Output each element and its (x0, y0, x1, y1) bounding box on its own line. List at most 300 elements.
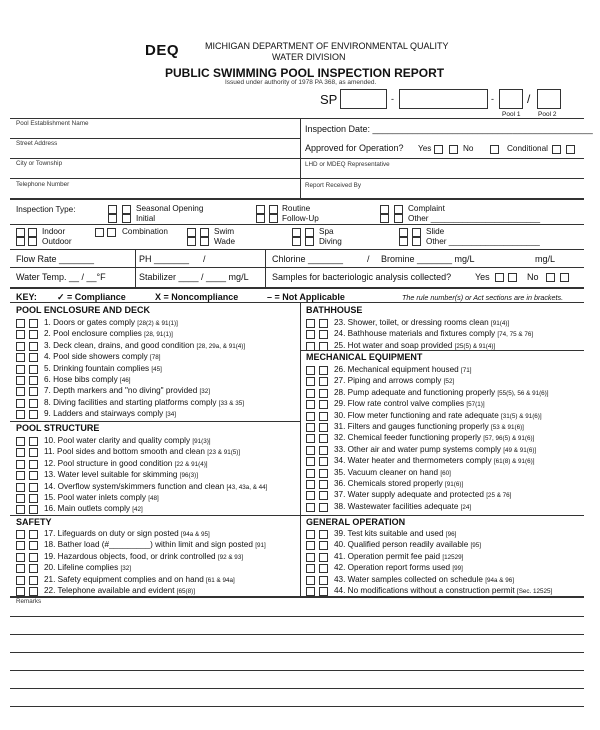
initial-checkbox-1[interactable] (108, 214, 117, 223)
mechanical-item-label (334, 388, 549, 397)
general-item-checkbox-pool1[interactable] (306, 530, 315, 539)
item-text: 24. Bathhouse materials and fixtures comply (334, 329, 498, 339)
deck-item-checkbox-pool1[interactable] (16, 319, 25, 328)
bromine-field[interactable]: Bromine _______ mg/L (381, 254, 475, 264)
mechanical-item-checkbox-pool1[interactable] (306, 400, 315, 409)
remarks-line[interactable] (10, 616, 584, 617)
mechanical-item-label (334, 433, 534, 442)
deck-item-label (44, 341, 245, 350)
mechanical-item-checkbox-pool2[interactable] (319, 423, 328, 432)
seasonal-checkbox-1[interactable] (108, 205, 117, 214)
item-rule-reference: [12529] (442, 553, 464, 561)
stabilizer-field[interactable]: Stabilizer ____ / ____ mg/L (139, 272, 249, 282)
samples-yes-checkbox-2[interactable] (508, 273, 517, 282)
safety-item-label (44, 552, 243, 561)
item-rule-reference: [60] (440, 469, 451, 477)
item-rule-reference: [45] (151, 365, 162, 373)
spa-checkbox-2[interactable] (305, 228, 314, 237)
structure-item-checkbox-pool2[interactable] (29, 483, 38, 492)
column-divider (300, 302, 301, 596)
general-item-checkbox-pool2[interactable] (319, 587, 328, 596)
samples-yes-checkbox-1[interactable] (495, 273, 504, 282)
deck-item-checkbox-pool1[interactable] (16, 387, 25, 396)
approved-label: Approved for Operation? (305, 143, 404, 153)
structure-item-label (44, 482, 267, 491)
structure-item-checkbox-pool1[interactable] (16, 505, 25, 514)
spa-checkbox-1[interactable] (292, 228, 301, 237)
item-text: 7. Depth markers and "no diving" provided (44, 386, 200, 396)
item-rule-reference: [Sec. 12525] (516, 588, 553, 595)
item-rule-reference: [91(4)] (491, 320, 510, 327)
bathhouse-item-checkbox-pool1[interactable] (306, 342, 315, 351)
general-item-checkbox-pool2[interactable] (319, 576, 328, 585)
safety-item-checkbox-pool1[interactable] (16, 541, 25, 550)
section-title-structure: POOL STRUCTURE (16, 423, 100, 433)
deck-item-checkbox-pool2[interactable] (29, 376, 38, 385)
remarks-line[interactable] (10, 670, 584, 671)
item-text: 13. Water level suitable for skimming (44, 470, 180, 480)
mechanical-item-checkbox-pool2[interactable] (319, 366, 328, 375)
general-item-label (334, 563, 463, 572)
item-text: 4. Pool side showers comply (44, 352, 151, 362)
item-text: 14. Overflow system/skimmers function and clean (44, 481, 227, 491)
mechanical-item-checkbox-pool2[interactable] (319, 434, 328, 443)
safety-item-checkbox-pool1[interactable] (16, 587, 25, 596)
mechanical-item-checkbox-pool2[interactable] (319, 412, 328, 421)
section-title-general: GENERAL OPERATION (306, 517, 406, 527)
item-rule-reference: [23 & 91(5)] (207, 449, 241, 457)
item-rule-reference: [94a & 95] (181, 531, 210, 538)
general-item-checkbox-pool2[interactable] (319, 530, 328, 539)
mechanical-item-checkbox-pool1[interactable] (306, 480, 315, 489)
item-rule-reference: [74, 75 & 76] (497, 331, 534, 339)
mechanical-item-checkbox-pool2[interactable] (319, 503, 328, 512)
item-text: 27. Piping and arrows comply (334, 376, 444, 386)
swim-checkbox-2[interactable] (200, 228, 209, 237)
safety-item-checkbox-pool1[interactable] (16, 564, 25, 573)
mechanical-item-checkbox-pool2[interactable] (319, 469, 328, 478)
received-label: Report Received By (305, 182, 361, 189)
deck-item-checkbox-pool1[interactable] (16, 353, 25, 362)
mechanical-item-label (334, 490, 511, 499)
deck-item-checkbox-pool1[interactable] (16, 330, 25, 339)
mechanical-item-label (334, 376, 454, 385)
safety-item-checkbox-pool2[interactable] (29, 587, 38, 596)
divider (10, 249, 584, 250)
structure-item-checkbox-pool1[interactable] (16, 460, 25, 469)
divider (10, 178, 584, 179)
structure-item-label (44, 459, 208, 468)
item-rule-reference: [78] (150, 354, 161, 362)
sp-field-2[interactable] (399, 89, 488, 109)
approved-no-label: No (463, 144, 474, 153)
item-rule-reference: [22 & 91(4)] (174, 460, 208, 468)
division-name: WATER DIVISION (272, 52, 346, 62)
mechanical-item-checkbox-pool1[interactable] (306, 469, 315, 478)
complaint-checkbox-1[interactable] (380, 205, 389, 214)
general-item-label (334, 540, 481, 549)
item-text: 42. Operation report forms used (334, 563, 453, 573)
item-rule-reference: [31(5) & 91(6)] (501, 412, 542, 420)
mechanical-item-checkbox-pool2[interactable] (319, 400, 328, 409)
bathhouse-item-label (334, 318, 509, 327)
deck-item-label (44, 352, 161, 361)
mechanical-item-label (334, 445, 536, 454)
mechanical-item-label (334, 468, 451, 477)
combination-checkbox-1[interactable] (95, 228, 104, 237)
slide-checkbox-1[interactable] (399, 228, 408, 237)
swim-checkbox-1[interactable] (187, 228, 196, 237)
deck-item-checkbox-pool1[interactable] (16, 365, 25, 374)
bathhouse-item-checkbox-pool2[interactable] (319, 342, 328, 351)
general-item-label (334, 552, 463, 561)
mechanical-item-checkbox-pool2[interactable] (319, 377, 328, 386)
other-pool-label: Other ____________________ (426, 237, 540, 246)
bromine-mgl-2: mg/L (535, 254, 556, 264)
safety-item-label (44, 575, 235, 584)
deck-item-checkbox-pool2[interactable] (29, 353, 38, 362)
deck-item-checkbox-pool1[interactable] (16, 342, 25, 351)
divider (10, 267, 584, 268)
deck-item-checkbox-pool2[interactable] (29, 330, 38, 339)
remarks-line[interactable] (10, 634, 584, 635)
bathhouse-item-checkbox-pool1[interactable] (306, 330, 315, 339)
mechanical-item-checkbox-pool1[interactable] (306, 389, 315, 398)
diving-checkbox-2[interactable] (305, 237, 314, 246)
item-rule-reference: [52] (443, 378, 455, 386)
flow-rate-field[interactable]: Flow Rate _______ (16, 254, 95, 264)
sp-label: SP (320, 92, 338, 107)
general-item-checkbox-pool1[interactable] (306, 553, 315, 562)
item-rule-reference: [49 & 91(6)] (503, 446, 537, 454)
deq-logo: DEQ (145, 42, 180, 59)
mechanical-item-checkbox-pool1[interactable] (306, 412, 315, 421)
slide-checkbox-2[interactable] (412, 228, 421, 237)
approved-conditional-label: Conditional (507, 144, 548, 153)
deck-item-checkbox-pool2[interactable] (29, 319, 38, 328)
ph-field[interactable]: PH _______ (139, 254, 190, 264)
indoor-label: Indoor (42, 227, 66, 236)
chlorine-slash: / (367, 254, 370, 264)
item-text: 20. Lifeline complies (44, 563, 121, 573)
key-note: The rule number(s) or Act sections are in brackets. (402, 293, 564, 302)
safety-item-label (44, 540, 266, 549)
safety-item-checkbox-pool1[interactable] (16, 576, 25, 585)
initial-checkbox-2[interactable] (122, 214, 131, 223)
item-text: 30. Flow meter functioning and rate adequate (334, 410, 502, 420)
general-item-checkbox-pool2[interactable] (319, 564, 328, 573)
wade-checkbox-2[interactable] (200, 237, 209, 246)
structure-item-checkbox-pool1[interactable] (16, 471, 25, 480)
wade-label: Wade (214, 237, 236, 246)
item-text: 41. Operation permit fee paid (334, 551, 443, 561)
other-type-checkbox-2[interactable] (394, 214, 403, 223)
item-rule-reference: [32] (199, 388, 211, 396)
item-rule-reference: [91(3)] (192, 438, 211, 445)
safety-item-checkbox-pool2[interactable] (29, 541, 38, 550)
safety-item-checkbox-pool2[interactable] (29, 530, 38, 539)
approved-conditional-checkbox[interactable] (490, 145, 499, 154)
item-rule-reference: [28, 91(1)] (144, 331, 173, 339)
mechanical-item-checkbox-pool1[interactable] (306, 366, 315, 375)
bathhouse-item-checkbox-pool2[interactable] (319, 319, 328, 328)
deck-item-checkbox-pool2[interactable] (29, 365, 38, 374)
item-text: 32. Chemical feeder functioning properly (334, 433, 484, 443)
bathhouse-item-label (334, 329, 533, 338)
item-text: 43. Water samples collected on schedule (334, 574, 486, 584)
item-text: 36. Chemicals stored properly (334, 479, 446, 488)
lhd-label: LHD or MDEQ Representative (305, 161, 390, 168)
item-text: 37. Water supply adequate and protected (334, 490, 487, 500)
item-text: 18. Bather load (#_________) within limit and sign posted (44, 540, 256, 550)
slash: / (527, 92, 531, 106)
deck-item-label (44, 375, 131, 384)
structure-item-checkbox-pool2[interactable] (29, 471, 38, 480)
section-title-deck: POOL ENCLOSURE AND DECK (16, 305, 151, 315)
mechanical-item-label (334, 479, 463, 488)
item-text: 10. Pool water clarity and quality comply (44, 436, 193, 445)
item-rule-reference: [91(6)] (445, 481, 464, 488)
general-item-label (334, 586, 552, 595)
pool2-field[interactable] (537, 89, 561, 109)
structure-item-checkbox-pool1[interactable] (16, 448, 25, 457)
mechanical-item-checkbox-pool1[interactable] (306, 446, 315, 455)
mechanical-item-checkbox-pool1[interactable] (306, 377, 315, 386)
mechanical-item-checkbox-pool1[interactable] (306, 434, 315, 443)
general-item-checkbox-pool1[interactable] (306, 587, 315, 596)
item-rule-reference: [43, 43a, & 44] (226, 483, 268, 491)
deck-item-checkbox-pool2[interactable] (29, 342, 38, 351)
other-type-label: Other ________________________ (408, 214, 541, 223)
general-item-checkbox-pool1[interactable] (306, 564, 315, 573)
item-text: 8. Diving facilities and starting platforms comply (44, 397, 219, 407)
mechanical-item-label (334, 502, 471, 511)
divider (10, 596, 584, 598)
item-text: 33. Other air and water pump systems comply (334, 444, 504, 454)
item-rule-reference: [91] (255, 542, 266, 550)
safety-item-label (44, 586, 195, 595)
phone-label: Telephone Number (16, 181, 70, 188)
item-text: 9. Ladders and stairways comply (44, 409, 166, 419)
divider (10, 138, 300, 139)
divider (10, 118, 584, 119)
item-text: 28. Pump adequate and functioning properly (334, 387, 498, 397)
general-item-checkbox-pool1[interactable] (306, 576, 315, 585)
deck-item-checkbox-pool2[interactable] (29, 410, 38, 419)
samples-no-label: No (527, 272, 539, 282)
inspection-date-field[interactable]: Inspection Date: ____________________________________________ (305, 124, 593, 134)
outdoor-checkbox-1[interactable] (16, 237, 25, 246)
followup-checkbox-2[interactable] (269, 214, 278, 223)
routine-checkbox-2[interactable] (269, 205, 278, 214)
indoor-checkbox-1[interactable] (16, 228, 25, 237)
mechanical-item-checkbox-pool1[interactable] (306, 491, 315, 500)
approved-conditional-checkbox-2[interactable] (552, 145, 561, 154)
deck-item-checkbox-pool1[interactable] (16, 399, 25, 408)
approved-yes-checkbox[interactable] (434, 145, 443, 154)
item-rule-reference: [34] (165, 411, 177, 419)
mechanical-item-label (334, 399, 485, 408)
authority-note: Issued under authority of 1978 PA 368, as amended. (225, 79, 377, 86)
mechanical-item-checkbox-pool1[interactable] (306, 423, 315, 432)
item-rule-reference: [65(8)] (176, 588, 195, 595)
deck-item-label (44, 409, 176, 418)
general-item-checkbox-pool2[interactable] (319, 553, 328, 562)
remarks-line[interactable] (10, 652, 584, 653)
item-text: 12. Pool structure in good condition (44, 458, 175, 468)
item-rule-reference: [33 & 35] (218, 399, 244, 407)
item-rule-reference: [99] (452, 565, 463, 573)
diving-label: Diving (319, 237, 342, 246)
mechanical-item-label (334, 365, 472, 374)
safety-item-checkbox-pool1[interactable] (16, 530, 25, 539)
structure-item-label (44, 436, 211, 445)
section-title-bathhouse: BATHHOUSE (306, 305, 363, 315)
deck-item-checkbox-pool1[interactable] (16, 410, 25, 419)
deck-item-checkbox-pool1[interactable] (16, 376, 25, 385)
structure-item-checkbox-pool2[interactable] (29, 437, 38, 446)
item-text: 6. Hose bibs comply (44, 375, 120, 384)
safety-item-checkbox-pool2[interactable] (29, 576, 38, 585)
mechanical-item-checkbox-pool2[interactable] (319, 491, 328, 500)
divider (10, 515, 300, 516)
outdoor-checkbox-2[interactable] (28, 237, 37, 246)
item-text: 5. Drinking fountain complies (44, 363, 152, 373)
safety-item-checkbox-pool2[interactable] (29, 564, 38, 573)
samples-no-checkbox-2[interactable] (560, 273, 569, 282)
item-rule-reference: [28(2) & 91(1)] (137, 320, 178, 327)
other-pool-checkbox-1[interactable] (399, 237, 408, 246)
divider (10, 287, 584, 289)
structure-item-checkbox-pool2[interactable] (29, 494, 38, 503)
mechanical-item-label (334, 422, 524, 431)
item-text: 40. Qualified person readily available (334, 540, 471, 550)
item-rule-reference: [61(8) & 91(6)] (493, 458, 535, 466)
item-text: 29. Flow rate control valve complies (334, 399, 467, 409)
item-rule-reference: [57(1)] (466, 401, 485, 409)
bathhouse-item-checkbox-pool2[interactable] (319, 330, 328, 339)
safety-item-checkbox-pool1[interactable] (16, 553, 25, 562)
structure-item-checkbox-pool2[interactable] (29, 448, 38, 457)
swim-label: Swim (214, 227, 235, 236)
structure-item-checkbox-pool2[interactable] (29, 460, 38, 469)
safety-item-checkbox-pool2[interactable] (29, 553, 38, 562)
samples-no-checkbox-1[interactable] (546, 273, 555, 282)
indoor-checkbox-2[interactable] (28, 228, 37, 237)
complaint-checkbox-2[interactable] (394, 205, 403, 214)
item-rule-reference: [32] (120, 565, 131, 573)
deck-item-label (44, 329, 173, 338)
structure-item-checkbox-pool1[interactable] (16, 494, 25, 503)
approved-conditional-checkbox-3[interactable] (566, 145, 575, 154)
item-text: 38. Wastewater facilities adequate (334, 501, 461, 511)
item-text: 21. Safety equipment complies and on hand (44, 574, 207, 584)
outdoor-label: Outdoor (42, 237, 72, 246)
mechanical-item-checkbox-pool2[interactable] (319, 389, 328, 398)
key-compliance: ✓ = Compliance (57, 292, 126, 302)
divider (10, 198, 584, 200)
other-pool-checkbox-2[interactable] (412, 237, 421, 246)
city-label: City or Township (16, 160, 63, 167)
sp-field-1[interactable] (340, 89, 387, 109)
section-title-safety: SAFETY (16, 517, 52, 527)
diving-checkbox-1[interactable] (292, 237, 301, 246)
item-text: 16. Main outlets comply (44, 504, 133, 514)
safety-item-label (44, 529, 210, 538)
deck-item-label (44, 398, 244, 407)
key-noncompliance: X = Noncompliance (155, 292, 239, 302)
combination-checkbox-2[interactable] (107, 228, 116, 237)
structure-item-label (44, 504, 143, 513)
slide-label: Slide (426, 227, 445, 236)
page-title: PUBLIC SWIMMING POOL INSPECTION REPORT (165, 66, 445, 80)
remarks-line[interactable] (10, 688, 584, 689)
deck-item-checkbox-pool2[interactable] (29, 399, 38, 408)
remarks-line[interactable] (10, 706, 584, 707)
mechanical-item-checkbox-pool1[interactable] (306, 503, 315, 512)
wade-checkbox-1[interactable] (187, 237, 196, 246)
structure-item-label (44, 493, 159, 502)
samples-label: Samples for bacteriologic analysis collected? (272, 272, 452, 282)
ph-slash: / (203, 254, 206, 264)
general-item-checkbox-pool2[interactable] (319, 541, 328, 550)
divider (300, 350, 584, 351)
item-rule-reference: [42] (132, 506, 143, 514)
item-text: 23. Shower, toilet, or dressing rooms clean (334, 318, 492, 327)
dash-2: - (491, 94, 494, 104)
key-label: KEY: (16, 292, 37, 302)
structure-item-checkbox-pool2[interactable] (29, 505, 38, 514)
pool1-field[interactable] (499, 89, 523, 109)
department-name: MICHIGAN DEPARTMENT OF ENVIRONMENTAL QUALITY (205, 41, 449, 51)
item-text: 3. Deck clean, drains, and good condition (44, 340, 197, 350)
item-rule-reference: [53 & 91(6)] (491, 424, 524, 431)
followup-checkbox-1[interactable] (256, 214, 265, 223)
seasonal-checkbox-2[interactable] (122, 205, 131, 214)
water-temp-field[interactable]: Water Temp. __ / __°F (16, 272, 106, 282)
deck-item-checkbox-pool2[interactable] (29, 387, 38, 396)
item-text: 44. No modifications without a construction permit (334, 586, 517, 595)
item-rule-reference: [57, 96(5) & 91(6)] (483, 435, 535, 443)
spa-label: Spa (319, 227, 334, 236)
routine-checkbox-1[interactable] (256, 205, 265, 214)
item-rule-reference: [96(3)] (179, 472, 198, 480)
general-item-checkbox-pool1[interactable] (306, 541, 315, 550)
item-text: 22. Telephone available and evident (44, 586, 177, 595)
item-rule-reference: [94a & 96] (485, 576, 514, 584)
inspection-type-label: Inspection Type: (16, 205, 76, 214)
item-text: 26. Mechanical equipment housed (334, 365, 461, 374)
item-text: 39. Test kits suitable and used (334, 529, 446, 538)
structure-item-checkbox-pool1[interactable] (16, 437, 25, 446)
structure-item-checkbox-pool1[interactable] (16, 483, 25, 492)
pool1-label: Pool 1 (502, 111, 521, 118)
other-type-checkbox-1[interactable] (380, 214, 389, 223)
deck-item-label (44, 364, 162, 373)
mechanical-item-checkbox-pool2[interactable] (319, 480, 328, 489)
item-text: 15. Pool water inlets comply (44, 493, 149, 502)
item-text: 2. Pool enclosure complies (44, 329, 145, 339)
item-rule-reference: [25(5) & 91(4)] (454, 342, 496, 350)
item-text: 19. Hazardous objects, food, or drink controlled (44, 551, 218, 561)
mechanical-item-checkbox-pool2[interactable] (319, 457, 328, 466)
mechanical-item-checkbox-pool2[interactable] (319, 446, 328, 455)
bathhouse-item-checkbox-pool1[interactable] (306, 319, 315, 328)
chlorine-field[interactable]: Chlorine _______ (272, 254, 344, 264)
item-text: 17. Lifeguards on duty or sign posted (44, 529, 182, 538)
mechanical-item-checkbox-pool1[interactable] (306, 457, 315, 466)
approved-no-checkbox[interactable] (449, 145, 458, 154)
